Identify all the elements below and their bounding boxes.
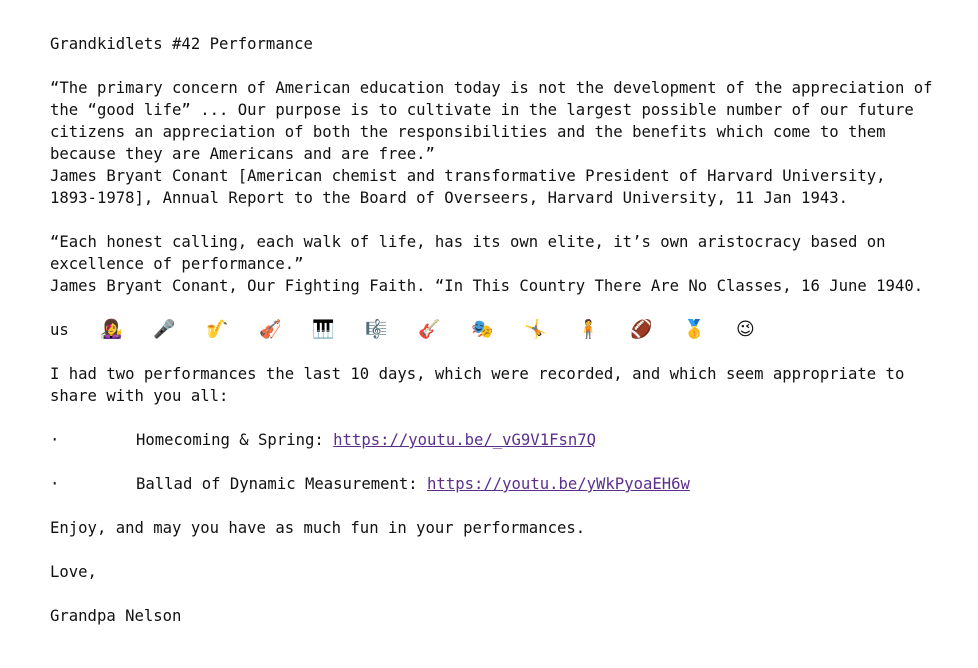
person-standing-icon: 🧍 (577, 319, 600, 340)
spacer (50, 539, 970, 561)
performance-label: Homecoming & Spring: (136, 431, 334, 449)
quote-line: excellence of performance.” (50, 255, 304, 273)
signature: Grandpa Nelson (50, 607, 182, 625)
spacer (50, 209, 970, 231)
list-item (50, 473, 970, 495)
performing-arts-icon: 🎭 (471, 319, 494, 340)
spacer (50, 451, 970, 473)
emoji-row-label: us (50, 321, 69, 339)
microphone-icon: 🎤 (153, 319, 176, 340)
saxophone-icon: 🎷 (206, 319, 229, 340)
intro-line: I had two performances the last 10 days, which were recorded, and which seem appropriate to (50, 365, 905, 383)
bullet-icon: · (50, 475, 60, 493)
winking-face-icon: 😉 (736, 319, 755, 340)
piano-keys-icon: 🎹 (312, 319, 335, 340)
spacer (50, 583, 970, 605)
quote-attribution: 1893-1978], Annual Report to the Board of Overseers, Harvard University, 11 Jan 1943. (50, 189, 848, 207)
medal-icon: 🥇 (683, 319, 706, 340)
performance-link[interactable]: https://youtu.be/yWkPyoaEH6w (427, 475, 690, 493)
spacer (50, 407, 970, 429)
singer-icon: 👩‍🎤 (100, 319, 123, 340)
signoff: Love, (50, 563, 97, 581)
closing-line: Enjoy, and may you have as much fun in your performances. (50, 519, 586, 537)
quote-block-1 (50, 77, 970, 209)
email-subject: Grandkidlets #42 Performance (50, 35, 313, 53)
email-body (50, 33, 970, 627)
quote-line: because they are Americans and are free.” (50, 145, 435, 163)
guitar-icon: 🎸 (418, 319, 441, 340)
performance-label: Ballad of Dynamic Measurement: (136, 475, 428, 493)
musical-score-icon: 🎼 (365, 319, 388, 340)
football-icon: 🏈 (630, 319, 653, 340)
quote-line: “Each honest calling, each walk of life, has its own elite, it’s own aristocracy based on (50, 233, 886, 251)
performance-link[interactable]: https://youtu.be/_vG9V1Fsn7Q (333, 431, 597, 449)
spacer (50, 495, 970, 517)
violin-icon: 🎻 (259, 319, 282, 340)
spacer (50, 55, 970, 77)
quote-block-2 (50, 231, 970, 297)
quote-line: “The primary concern of American education today is not the development of the appreciation of (50, 79, 933, 97)
quote-attribution: James Bryant Conant [American chemist and transformative President of Harvard University, (50, 167, 886, 185)
intro-line: share with you all: (50, 387, 229, 405)
quote-line: citizens an appreciation of both the responsibilities and the benefits which come to them (50, 123, 886, 141)
bullet-icon: · (50, 431, 60, 449)
spacer (50, 341, 970, 363)
juggler-icon: 🤸 (524, 319, 547, 340)
quote-line: the “good life” ... Our purpose is to cultivate in the largest possible number of our future (50, 101, 914, 119)
quote-attribution: James Bryant Conant, Our Fighting Faith. “In This Country There Are No Classes, 16 June 1940. (50, 277, 924, 295)
spacer (50, 297, 970, 319)
list-item (50, 429, 970, 451)
emoji-row (50, 319, 970, 341)
